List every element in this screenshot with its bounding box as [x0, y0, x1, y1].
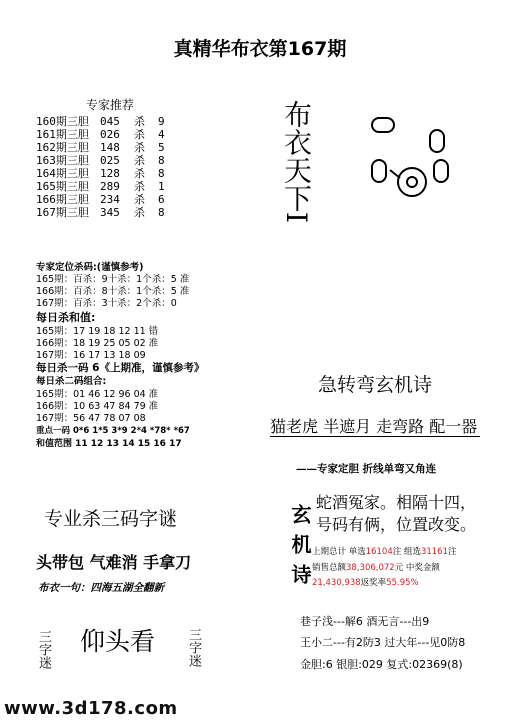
expert-kill-label: 杀	[134, 128, 145, 141]
expert-numbers: 128	[100, 167, 120, 180]
expert-numbers: 045	[100, 115, 120, 128]
expert-period: 165期三胆	[36, 180, 89, 193]
expert-kill-value: 6	[158, 193, 165, 206]
daily-one-heading: 每日杀一码 6《上期准，谨慎参考》	[36, 362, 205, 374]
position-row-1: 165期：百杀：9十杀：1个杀：5 准	[36, 274, 190, 285]
three-word-right: 三字迷	[186, 628, 201, 667]
expert-row	[36, 154, 165, 167]
stats-sales-total: 38,306,072	[346, 563, 395, 573]
expert-kill-value: 8	[158, 206, 165, 219]
daily-sum-row-2: 166期：18 19 25 05 02 准	[36, 338, 159, 349]
expert-row	[36, 206, 165, 219]
xuanji-vertical: 玄机诗	[288, 504, 312, 594]
position-heading: 专家定位杀码:(谨慎参考)	[36, 262, 144, 273]
poem-title: 急转弯玄机诗	[318, 374, 433, 396]
daily-sum-row-3: 167期：16 17 13 18 09	[36, 350, 146, 361]
expert-period: 167期三胆	[36, 206, 89, 219]
expert-kill-value: 8	[158, 167, 165, 180]
poem-underline	[270, 436, 480, 437]
stats-group-count: 31161	[420, 547, 448, 557]
three-word-main: 仰头看	[80, 627, 156, 656]
three-word-left: 三字迷	[36, 630, 51, 669]
stats-line-2	[312, 561, 440, 573]
expert-kill-label: 杀	[134, 141, 145, 154]
expert-heading: 专家推荐	[86, 98, 135, 112]
expert-kill-label: 杀	[134, 154, 145, 167]
daily-two-row-2: 166期：10 63 47 84 79 准	[36, 401, 159, 412]
daily-two-row-1: 165期：01 46 12 96 04 准	[36, 389, 159, 400]
expert-period: 160期三胆	[36, 115, 89, 128]
expert-numbers: 148	[100, 141, 120, 154]
expert-kill-value: 4	[158, 128, 165, 141]
chain-illustration	[360, 110, 470, 210]
stats-label-prize: 元 中奖金额	[394, 563, 440, 573]
position-row-3: 167期：百杀：3十杀：2个杀：0	[36, 298, 177, 309]
expert-period: 166期三胆	[36, 193, 89, 206]
expert-kill-label: 杀	[134, 167, 145, 180]
expert-row	[36, 167, 165, 180]
position-row-2: 166期：百杀：8十杀：1个杀：5 准	[36, 286, 190, 297]
poem-main-1: 蛇酒冤家。相隔十四，	[316, 493, 477, 512]
poem-line: 猫老虎 半遮月 走弯路 配一器	[270, 417, 478, 436]
expert-kill-value: 9	[158, 115, 165, 128]
sum-range-line: 和值范围 11 12 13 14 15 16 17	[36, 439, 182, 449]
expert-numbers: 234	[100, 193, 120, 206]
bottom-line-1: 巷子浅---解6 酒无言---出9	[300, 615, 430, 628]
footer-link[interactable]: www.3d178.com	[4, 698, 178, 719]
buyi-vertical-title: 布衣天下I	[280, 100, 313, 224]
expert-table	[36, 115, 165, 219]
stats-label-sales: 销售总额	[312, 563, 347, 573]
expert-kill-value: 5	[158, 141, 165, 154]
stats-return-rate: 55.95%	[386, 578, 419, 588]
expert-kill-value: 8	[158, 154, 165, 167]
poem-main-2: 号码有俩，位置改变。	[316, 515, 477, 534]
expert-period: 161期三胆	[36, 128, 89, 141]
stats-line-3	[312, 576, 419, 588]
stats-label-group: 注 组选	[392, 547, 421, 557]
riddle-title: 专业杀三码字谜	[44, 508, 178, 530]
daily-two-heading: 每日杀二码组合:	[36, 376, 107, 387]
bottom-line-2: 王小二---有2防3 过大年---见0防8	[300, 636, 466, 649]
expert-period: 162期三胆	[36, 141, 89, 154]
expert-row	[36, 180, 165, 193]
expert-row	[36, 115, 165, 128]
expert-row	[36, 141, 165, 154]
bottom-line-3: 金胆:6 银胆:029 复式:02369(8)	[300, 658, 463, 671]
buyi-line: 布衣一句：四海五湖全翻新	[38, 582, 164, 594]
daily-two-row-3: 167期：56 47 78 07 08	[36, 413, 146, 424]
expert-kill-label: 杀	[134, 180, 145, 193]
expert-row	[36, 193, 165, 206]
stats-label-return: 返奖率	[360, 578, 387, 588]
stats-unit: 注	[448, 547, 457, 557]
key-code-line: 重点一码 0*6 1*5 3*9 2*4 *78* *67	[36, 426, 190, 436]
expert-numbers: 345	[100, 206, 120, 219]
expert-period: 163期三胆	[36, 154, 89, 167]
riddle-line: 头带包 气难消 手拿刀	[36, 553, 192, 572]
expert-numbers: 026	[100, 128, 120, 141]
stats-single-count: 16104	[365, 547, 393, 557]
expert-note: ——专家定胆 折线单弯又角连	[296, 463, 437, 475]
expert-kill-label: 杀	[134, 193, 145, 206]
expert-period: 164期三胆	[36, 167, 89, 180]
expert-kill-label: 杀	[134, 206, 145, 219]
expert-kill-value: 1	[158, 180, 165, 193]
daily-sum-heading: 每日杀和值:	[36, 311, 96, 324]
stats-label-single: 上期总计 单选	[312, 547, 366, 557]
expert-kill-label: 杀	[134, 115, 145, 128]
expert-numbers: 289	[100, 180, 120, 193]
expert-numbers: 025	[100, 154, 120, 167]
daily-sum-row-1: 165期：17 19 18 12 11 错	[36, 326, 159, 337]
stats-prize-amount: 21,430,938	[312, 578, 361, 588]
expert-row	[36, 128, 165, 141]
page-title: 真精华布衣第167期	[173, 38, 347, 60]
stats-line-1	[312, 545, 457, 557]
